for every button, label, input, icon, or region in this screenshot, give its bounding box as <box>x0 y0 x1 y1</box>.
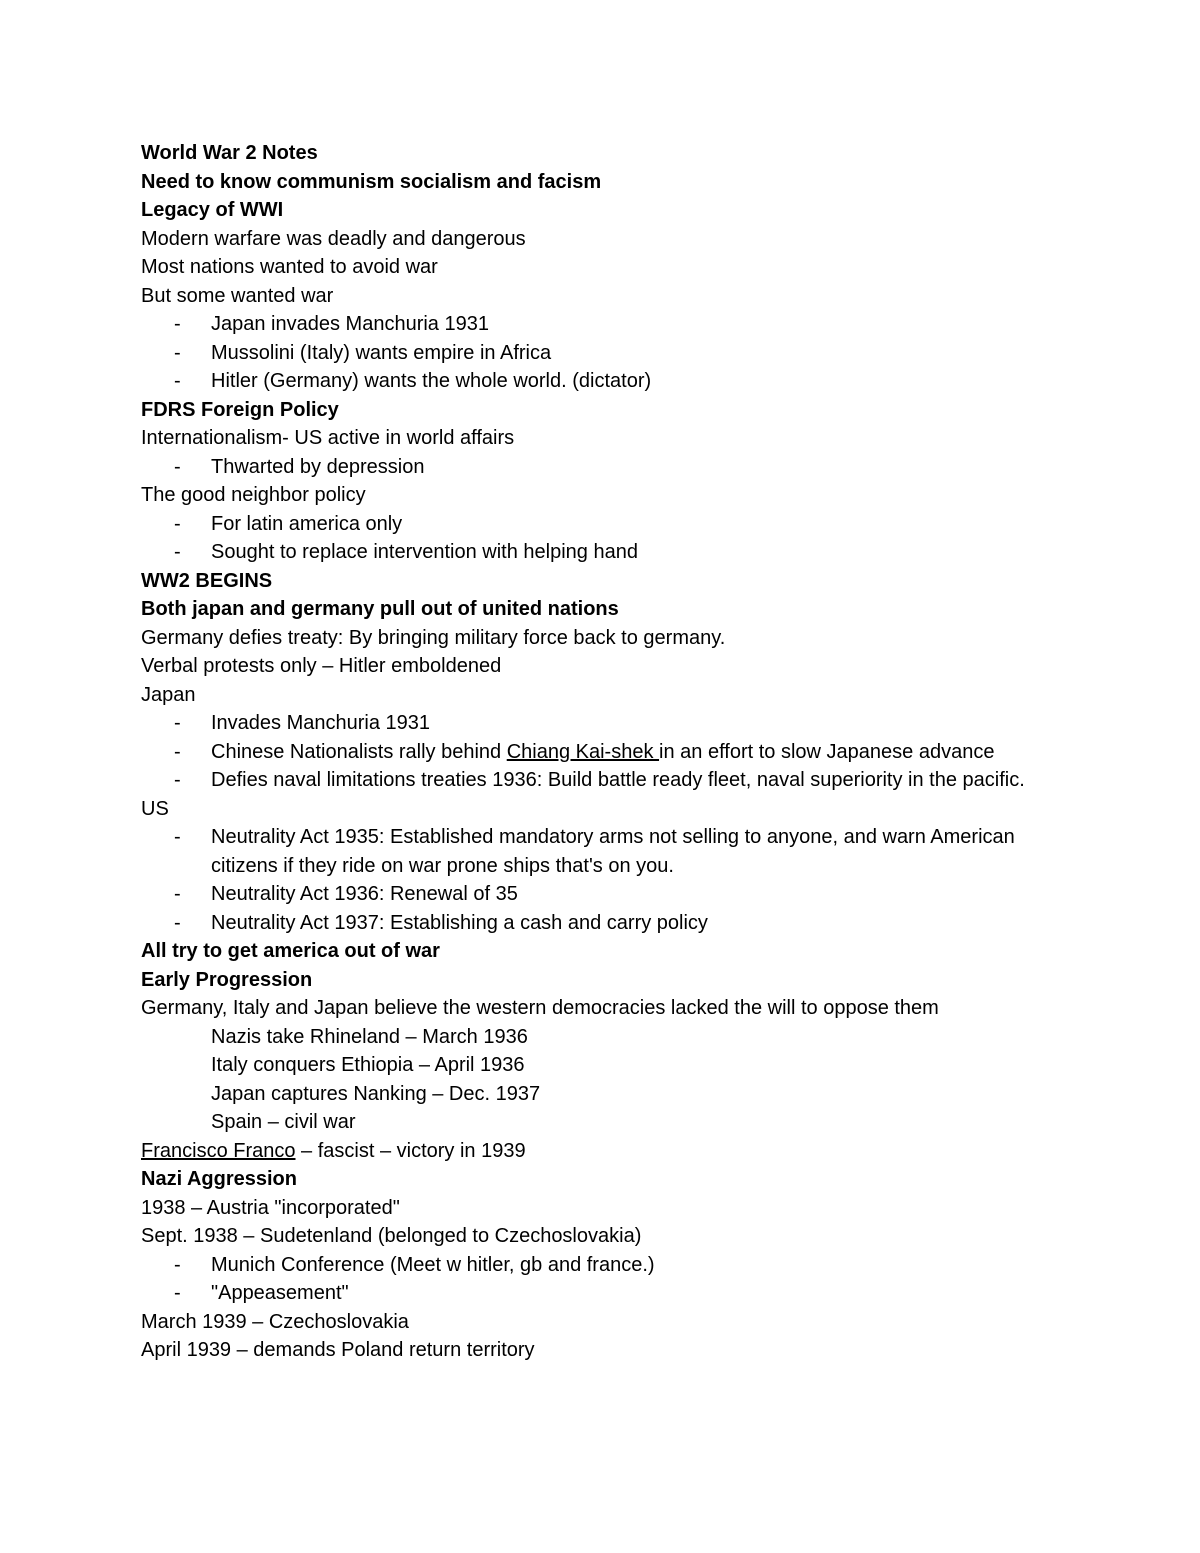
bullet-text-pre: Chinese Nationalists rally behind <box>211 740 507 763</box>
heading-pullout: Both japan and germany pull out of united nations <box>141 598 619 620</box>
indented-item: Spain – civil war <box>211 1111 356 1133</box>
dash-marker: - <box>174 911 181 934</box>
text-line: Modern warfare was deadly and dangerous <box>141 227 526 250</box>
text-line: The good neighbor policy <box>141 484 366 506</box>
page-title: World War 2 Notes <box>141 142 318 164</box>
text-line: Japan <box>141 683 196 706</box>
bullet-text: Defies naval limitations treaties 1936: Build battle ready fleet, naval superiority in the pacific. <box>211 769 1025 791</box>
heading-nazi-aggression: Nazi Aggression <box>141 1168 297 1190</box>
bullet-item <box>141 766 1091 795</box>
text-line: Internationalism- US active in world affairs <box>141 427 515 449</box>
bullet-item <box>141 453 1141 482</box>
bullet-item <box>141 367 1141 396</box>
bullet-item <box>141 510 1141 539</box>
bullet-item <box>141 738 1141 767</box>
heading-all-try: All try to get america out of war <box>141 940 440 962</box>
indented-item: Nazis take Rhineland – March 1936 <box>211 1025 528 1048</box>
dash-marker: - <box>174 769 181 791</box>
franco-text: – fascist – victory in 1939 <box>295 1139 526 1162</box>
dash-marker: - <box>174 740 181 763</box>
bullet-text: For latin america only <box>211 512 403 535</box>
text-line: April 1939 – demands Poland return territory <box>141 1339 535 1361</box>
bullet-text: Hitler (Germany) wants the whole world. (dictator) <box>211 370 652 392</box>
text-line: March 1939 – Czechoslovakia <box>141 1310 409 1333</box>
bullet-item <box>141 1251 1141 1280</box>
bullet-text: Thwarted by depression <box>211 455 425 478</box>
dash-marker: - <box>174 370 181 392</box>
bullet-text: Neutrality Act 1936: Renewal of 35 <box>211 883 518 905</box>
dash-marker: - <box>174 1253 181 1276</box>
text-line: Verbal protests only – Hitler emboldened <box>141 655 502 677</box>
heading-fdr: FDRS Foreign Policy <box>141 398 339 421</box>
dash-marker: - <box>174 712 181 734</box>
bullet-text-post: in an effort to slow Japanese advance <box>659 740 995 763</box>
text-line <box>141 1137 1141 1166</box>
francisco-franco-link[interactable]: Francisco Franco <box>141 1139 296 1162</box>
dash-marker: - <box>174 826 181 848</box>
text-line: US <box>141 797 169 820</box>
bullet-text: Sought to replace intervention with helping hand <box>211 541 638 563</box>
bullet-text: Invades Manchuria 1931 <box>211 712 431 734</box>
bullet-item <box>141 823 1061 880</box>
bullet-text: Neutrality Act 1937: Establishing a cash and carry policy <box>211 911 708 934</box>
bullet-text: Munich Conference (Meet w hitler, gb and france.) <box>211 1253 655 1276</box>
bullet-text: Japan invades Manchuria 1931 <box>211 313 489 335</box>
bullet-text: Neutrality Act 1935: Established mandatory arms not selling to anyone, and warn American citizens if they ride on war prone ships that's on you. <box>211 826 1015 877</box>
dash-marker: - <box>174 313 181 335</box>
bullet-item <box>141 709 1141 738</box>
text-line: Most nations wanted to avoid war <box>141 256 438 278</box>
document-body <box>141 139 1141 1365</box>
text-line: Sept. 1938 – Sudetenland (belonged to Czechoslovakia) <box>141 1225 642 1247</box>
heading-early-progression: Early Progression <box>141 968 313 991</box>
dash-marker: - <box>174 455 181 478</box>
dash-marker: - <box>174 512 181 535</box>
text-line: 1938 – Austria "incorporated" <box>141 1196 400 1219</box>
bullet-item <box>141 339 1141 368</box>
dash-marker: - <box>174 541 181 563</box>
bullet-item <box>141 909 1141 938</box>
bullet-item <box>141 538 1141 567</box>
text-line: Germany defies treaty: By bringing military force back to germany. <box>141 626 726 649</box>
bullet-text: "Appeasement" <box>211 1282 349 1304</box>
dash-marker: - <box>174 1282 181 1304</box>
chiang-kai-shek-link[interactable]: Chiang Kai-shek <box>506 740 660 763</box>
indented-item: Italy conquers Ethiopia – April 1936 <box>211 1054 525 1076</box>
dash-marker: - <box>174 341 181 364</box>
bullet-item <box>141 310 1141 339</box>
subtitle-heading: Need to know communism socialism and facism <box>141 170 602 193</box>
text-line: Germany, Italy and Japan believe the western democracies lacked the will to oppose them <box>141 997 939 1019</box>
bullet-item <box>141 880 1141 909</box>
heading-ww2-begins: WW2 BEGINS <box>141 569 273 592</box>
bullet-text: Mussolini (Italy) wants empire in Africa <box>211 341 552 364</box>
dash-marker: - <box>174 883 181 905</box>
indented-item: Japan captures Nanking – Dec. 1937 <box>211 1082 541 1105</box>
text-line: But some wanted war <box>141 284 334 307</box>
heading-legacy: Legacy of WWI <box>141 199 284 221</box>
bullet-item <box>141 1279 1141 1308</box>
